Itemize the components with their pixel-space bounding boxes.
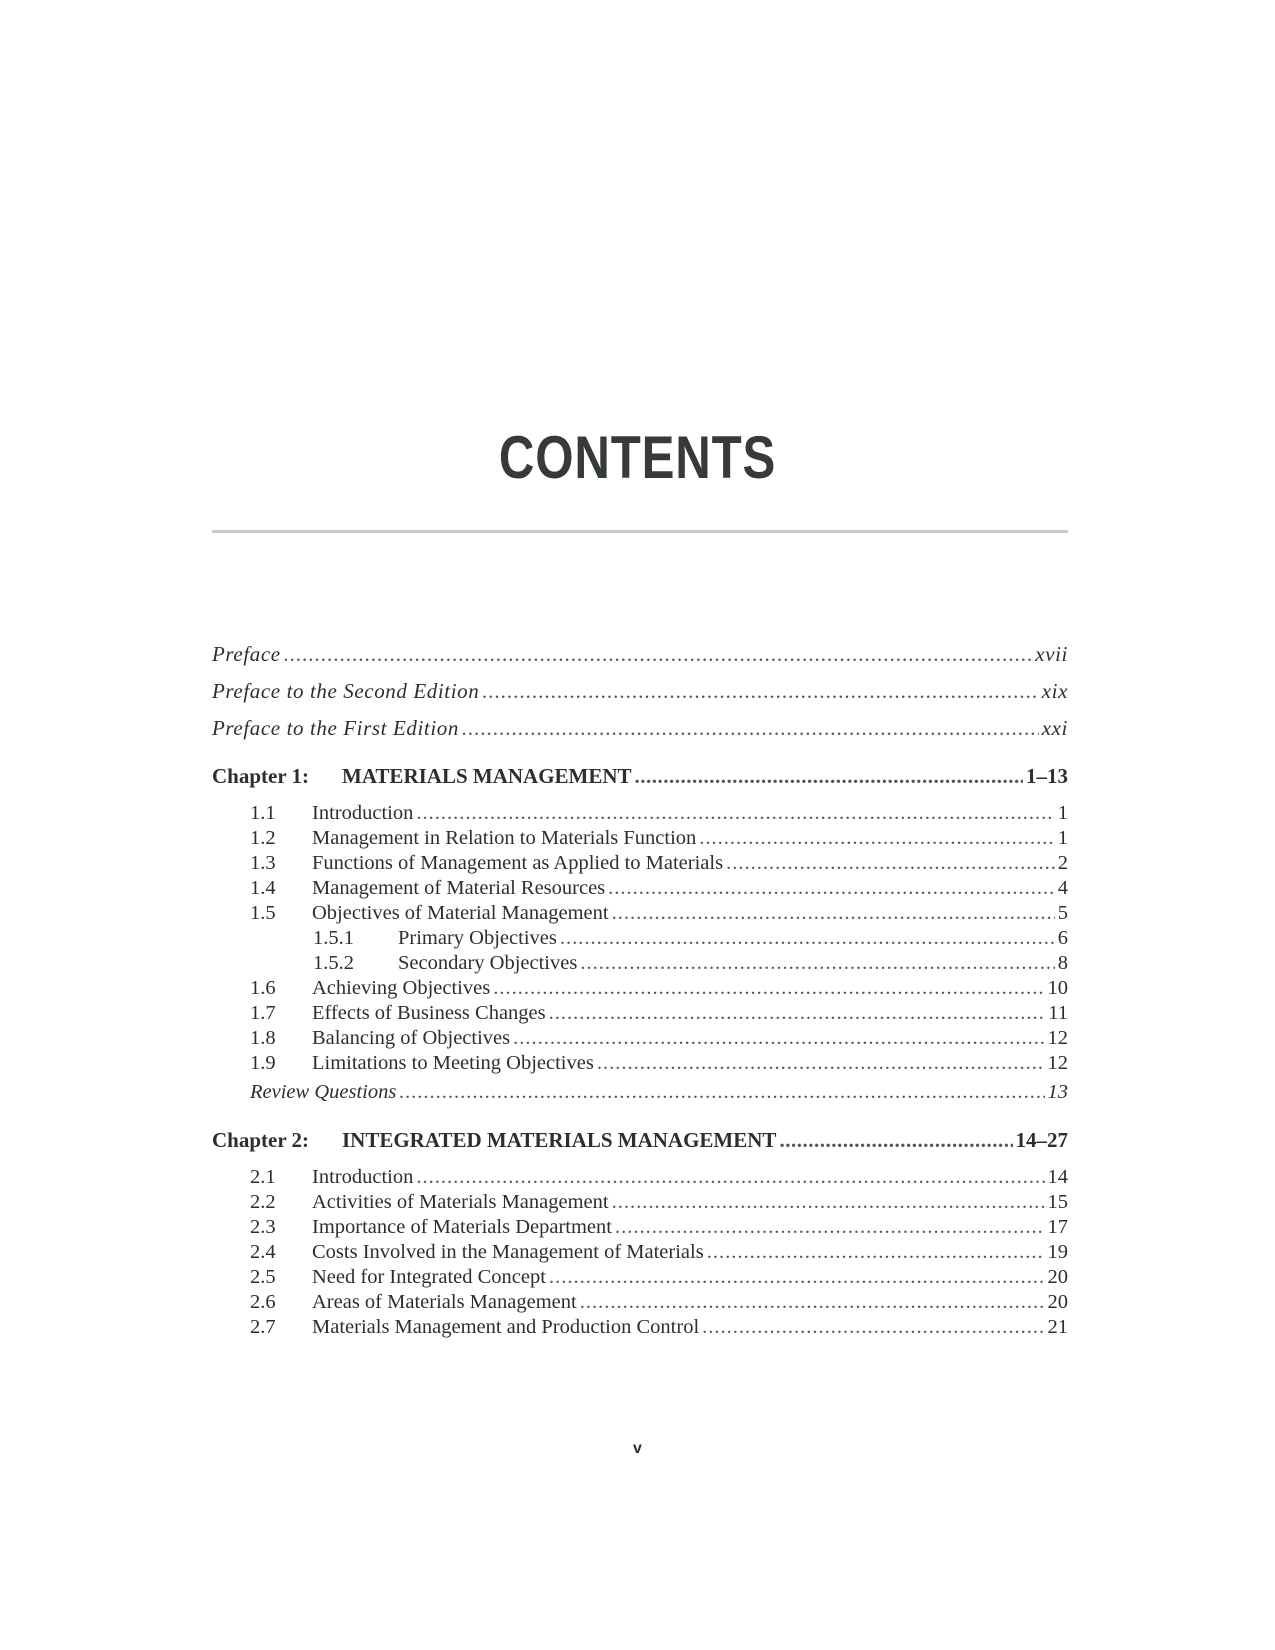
toc-entry-preface-second-edition[interactable] (212, 679, 1068, 704)
section-page: 1 (1057, 802, 1068, 824)
section-page: 20 (1047, 1291, 1068, 1313)
toc-section[interactable] (250, 1166, 1068, 1189)
dot-leader (399, 1081, 1044, 1104)
chapter-heading (212, 764, 632, 789)
toc-section[interactable] (250, 977, 1068, 1000)
dot-leader (549, 1002, 1046, 1025)
page-number: v (633, 1440, 642, 1457)
subsection-number: 1.5.1 (313, 927, 354, 949)
dot-leader (615, 1216, 1045, 1239)
dot-leader (493, 977, 1044, 1000)
section-number: 2.7 (250, 1316, 276, 1338)
section-page: 1 (1057, 827, 1068, 849)
section-title: Areas of Materials Management (312, 1291, 577, 1313)
dot-leader (549, 1266, 1045, 1289)
review-label: Review Questions (250, 1081, 397, 1103)
review-page: 13 (1047, 1081, 1068, 1103)
chapter-pages: 14–27 (1015, 1128, 1068, 1152)
section-title: Effects of Business Changes (312, 1002, 546, 1024)
section-page: 15 (1047, 1191, 1068, 1213)
section-title: Introduction (312, 1166, 414, 1188)
toc-entry-page: xvii (1035, 642, 1068, 666)
dot-leader (608, 877, 1055, 900)
section-number: 2.6 (250, 1291, 276, 1313)
toc-entry-label: Preface to the First Edition (212, 716, 459, 740)
page-title: CONTENTS (498, 424, 777, 491)
dot-leader (462, 716, 1039, 741)
section-title: Activities of Materials Management (312, 1191, 609, 1213)
dot-leader (699, 827, 1054, 850)
toc-entry-label: Preface (212, 642, 281, 666)
dot-leader (635, 764, 1023, 789)
section-title: Need for Integrated Concept (312, 1266, 546, 1288)
dot-leader (702, 1316, 1044, 1339)
section-title: Importance of Materials Department (312, 1216, 612, 1238)
dot-leader (597, 1052, 1045, 1075)
dot-leader (612, 902, 1055, 925)
toc-entry-page: xxi (1041, 716, 1068, 740)
toc-section[interactable] (250, 902, 1068, 925)
toc-section[interactable] (250, 1002, 1068, 1025)
section-number: 1.9 (250, 1052, 276, 1074)
section-page: 5 (1057, 902, 1068, 924)
dot-leader (482, 679, 1038, 704)
chapter-heading (212, 1128, 776, 1153)
section-page: 20 (1047, 1266, 1068, 1288)
section-title: Limitations to Meeting Objectives (312, 1052, 594, 1074)
toc-section[interactable] (250, 877, 1068, 900)
dot-leader (416, 802, 1054, 825)
section-number: 1.6 (250, 977, 276, 999)
chapter-title: INTEGRATED MATERIALS MANAGEMENT (342, 1128, 777, 1152)
dot-leader (580, 1291, 1045, 1314)
toc-section[interactable] (250, 852, 1068, 875)
toc-section[interactable] (250, 1191, 1068, 1214)
section-page: 17 (1047, 1216, 1068, 1238)
section-number: 2.5 (250, 1266, 276, 1288)
toc-section[interactable] (250, 1266, 1068, 1289)
dot-leader (580, 952, 1054, 975)
section-title: Achieving Objectives (312, 977, 491, 999)
section-title: Balancing of Objectives (312, 1027, 511, 1049)
section-number: 2.3 (250, 1216, 276, 1238)
toc-section[interactable] (250, 1291, 1068, 1314)
section-title: Objectives of Material Management (312, 902, 609, 924)
toc-section[interactable] (250, 1316, 1068, 1339)
dot-leader (513, 1027, 1044, 1050)
dot-leader (416, 1166, 1044, 1189)
title-divider (212, 530, 1068, 533)
toc-entry-preface-first-edition[interactable] (212, 716, 1068, 741)
section-title: Introduction (312, 802, 414, 824)
section-page: 4 (1057, 877, 1068, 899)
section-number: 2.1 (250, 1166, 276, 1188)
toc-entry-preface[interactable] (212, 642, 1068, 667)
dot-leader (284, 642, 1033, 667)
section-title: Management of Material Resources (312, 877, 606, 899)
section-page: 2 (1057, 852, 1068, 874)
section-number: 1.1 (250, 802, 276, 824)
section-number: 1.3 (250, 852, 276, 874)
section-title: Functions of Management as Applied to Materials (312, 852, 724, 874)
subsection-number: 1.5.2 (313, 952, 354, 974)
toc-chapter-2[interactable] (212, 1128, 1068, 1153)
chapter-number: Chapter 2: (212, 1128, 310, 1152)
toc-chapter-1[interactable] (212, 764, 1068, 789)
toc-review-questions[interactable] (250, 1081, 1068, 1104)
section-number: 2.2 (250, 1191, 276, 1213)
subsection-page: 6 (1057, 927, 1068, 949)
section-number: 1.7 (250, 1002, 276, 1024)
section-title: Management in Relation to Materials Function (312, 827, 697, 849)
dot-leader (779, 1128, 1012, 1153)
chapter-pages: 1–13 (1026, 764, 1068, 788)
toc-section[interactable] (250, 1216, 1068, 1239)
section-page: 11 (1048, 1002, 1068, 1024)
dot-leader (560, 927, 1055, 950)
dot-leader (707, 1241, 1045, 1264)
toc-subsection[interactable] (313, 952, 1068, 975)
section-number: 1.4 (250, 877, 276, 899)
section-page: 12 (1047, 1052, 1068, 1074)
subsection-title: Secondary Objectives (398, 952, 578, 974)
dot-leader (726, 852, 1055, 875)
dot-leader (612, 1191, 1045, 1214)
toc-subsection[interactable] (313, 927, 1068, 950)
subsection-page: 8 (1057, 952, 1068, 974)
toc-section[interactable] (250, 802, 1068, 825)
toc-section[interactable] (250, 827, 1068, 850)
toc-section[interactable] (250, 1241, 1068, 1264)
section-number: 1.2 (250, 827, 276, 849)
section-page: 14 (1047, 1166, 1068, 1188)
section-title: Costs Involved in the Management of Materials (312, 1241, 704, 1263)
subsection-title: Primary Objectives (398, 927, 557, 949)
section-page: 19 (1047, 1241, 1068, 1263)
section-number: 1.5 (250, 902, 276, 924)
toc-section[interactable] (250, 1027, 1068, 1050)
section-number: 1.8 (250, 1027, 276, 1049)
section-number: 2.4 (250, 1241, 276, 1263)
toc-section[interactable] (250, 1052, 1068, 1075)
section-page: 10 (1047, 977, 1068, 999)
section-title: Materials Management and Production Control (312, 1316, 700, 1338)
section-page: 12 (1047, 1027, 1068, 1049)
toc-entry-page: xix (1041, 679, 1068, 703)
section-page: 21 (1047, 1316, 1068, 1338)
toc-entry-label: Preface to the Second Edition (212, 679, 480, 703)
chapter-number: Chapter 1: (212, 764, 310, 788)
chapter-title: MATERIALS MANAGEMENT (342, 764, 632, 788)
